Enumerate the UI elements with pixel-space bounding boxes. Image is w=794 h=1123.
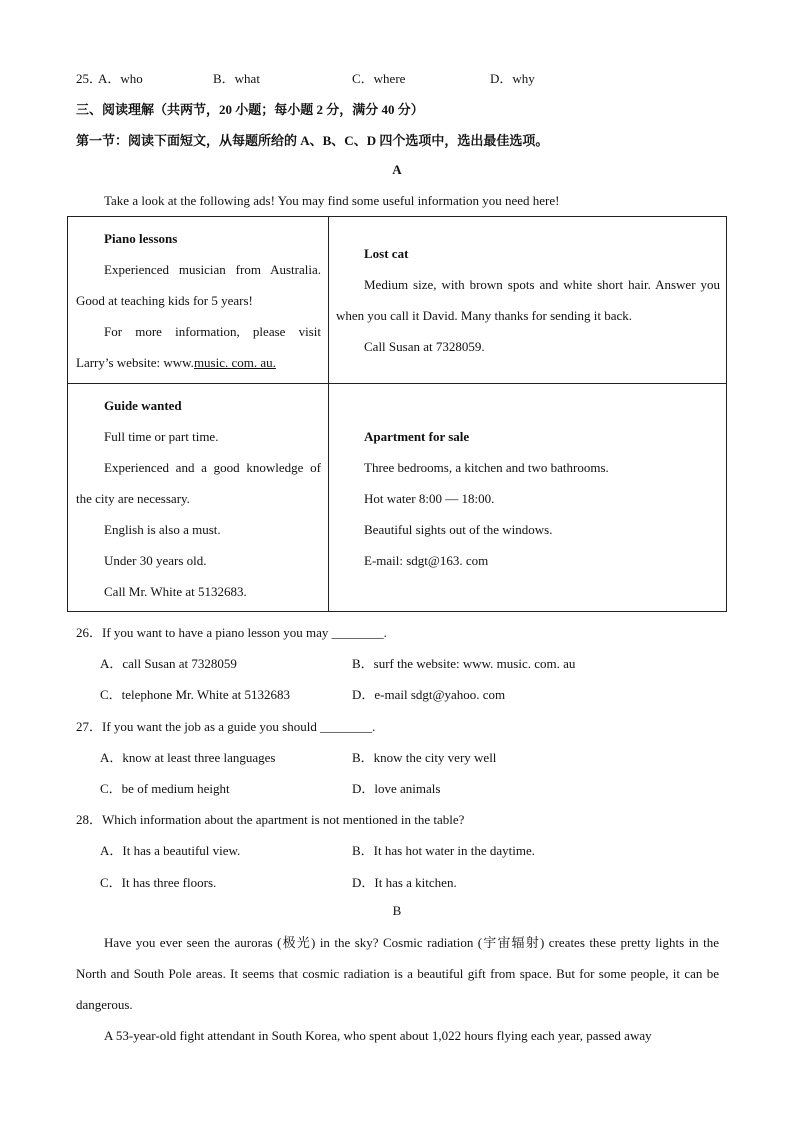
ad-piano-website-link: music. com. au. <box>193 355 276 370</box>
table-divider-horizontal <box>68 383 726 384</box>
table-divider-vertical <box>328 217 329 611</box>
q25-option-b: B．what <box>213 71 260 86</box>
ad-lost-cat <box>336 238 720 362</box>
passage-a-intro: Take a look at the following ads! You may find some useful information you need here! <box>104 193 560 208</box>
ad-apartment-line2: Hot water 8:00 — 18:00. <box>364 491 495 506</box>
ad-guide-line1: Full time or part time. <box>104 429 219 444</box>
ad-guide-line2: Experienced and a good knowledge of the city are necessary. <box>76 460 321 506</box>
passage-b-letter: B <box>392 903 402 918</box>
question-26-stem: 26．If you want to have a piano lesson you may ________. <box>76 625 387 640</box>
ad-cat-title: Lost cat <box>364 246 409 261</box>
q27-option-b: B．know the city very well <box>352 750 497 765</box>
q28-option-c: C．It has three floors. <box>100 875 217 890</box>
ad-guide-line4: Under 30 years old. <box>104 553 207 568</box>
question-28-stem: 28．Which information about the apartment is not mentioned in the table? <box>76 812 465 827</box>
q25-option-a: A．who <box>98 71 143 86</box>
q26-option-d: D．e-mail sdgt@yahoo. com <box>352 687 506 702</box>
q28-option-b: B．It has hot water in the daytime. <box>352 843 536 858</box>
ad-apartment-title: Apartment for sale <box>364 429 470 444</box>
passage-b-paragraph-2: A 53-year-old fight attendant in South Korea, who spent about 1,022 hours flying each year, passed away <box>104 1028 652 1043</box>
ad-piano-line2 <box>76 316 321 378</box>
passage-b-paragraph-1: Have you ever seen the auroras (极光) in the sky? Cosmic radiation (宇宙辐射) creates these pretty lights in the North and South Pole areas. It seems that cosmic radiation is a beautiful gift from space. But for some people, it can be dangerous. <box>76 935 719 1012</box>
passage-a-letter: A <box>392 162 402 177</box>
q26-option-b: B．surf the website: www. music. com. au <box>352 656 576 671</box>
ad-guide-title: Guide wanted <box>104 398 182 413</box>
part1-instructions: 第一节：阅读下面短文，从每题所给的 A、B、C、D 四个选项中，选出最佳选项。 <box>76 133 549 148</box>
q25-option-c: C．where <box>352 71 406 86</box>
ad-apartment-line1: Three bedrooms, a kitchen and two bathrooms. <box>364 460 609 475</box>
ad-piano-lessons <box>76 223 321 378</box>
passage-b-body <box>76 927 719 1051</box>
ad-piano-title: Piano lessons <box>104 231 178 246</box>
ad-apartment-for-sale <box>336 421 720 576</box>
q25-option-d: D．why <box>490 71 535 86</box>
q28-option-d: D．It has a kitchen. <box>352 875 457 890</box>
ad-piano-line1: Experienced musician from Australia. Good at teaching kids for 5 years! <box>76 262 321 308</box>
q28-option-a: A．It has a beautiful view. <box>100 843 241 858</box>
q27-option-a: A．know at least three languages <box>100 750 276 765</box>
ad-guide-wanted <box>76 390 321 607</box>
ad-apartment-line3: Beautiful sights out of the windows. <box>364 522 553 537</box>
ad-guide-line3: English is also a must. <box>104 522 221 537</box>
ad-cat-line1: Medium size, with brown spots and white short hair. Answer you when you call it David. Many thanks for sending it back. <box>336 277 720 323</box>
question-27-stem: 27．If you want the job as a guide you should ________. <box>76 719 376 734</box>
q25-number: 25． <box>76 71 103 86</box>
ad-guide-line5: Call Mr. White at 5132683. <box>104 584 247 599</box>
ad-cat-line2: Call Susan at 7328059. <box>364 339 485 354</box>
q26-option-a: A．call Susan at 7328059 <box>100 656 237 671</box>
section-heading: 三、阅读理解（共两节，20 小题；每小题 2 分，满分 40 分） <box>76 102 424 117</box>
q26-option-c: C．telephone Mr. White at 5132683 <box>100 687 291 702</box>
ads-table <box>67 216 727 612</box>
ad-apartment-line4: E-mail: sdgt@163. com <box>364 553 489 568</box>
q27-option-c: C．be of medium height <box>100 781 230 796</box>
q27-option-d: D．love animals <box>352 781 441 796</box>
ad-piano-line2-text: For more information, please visit Larry’s website: www. <box>76 324 321 370</box>
